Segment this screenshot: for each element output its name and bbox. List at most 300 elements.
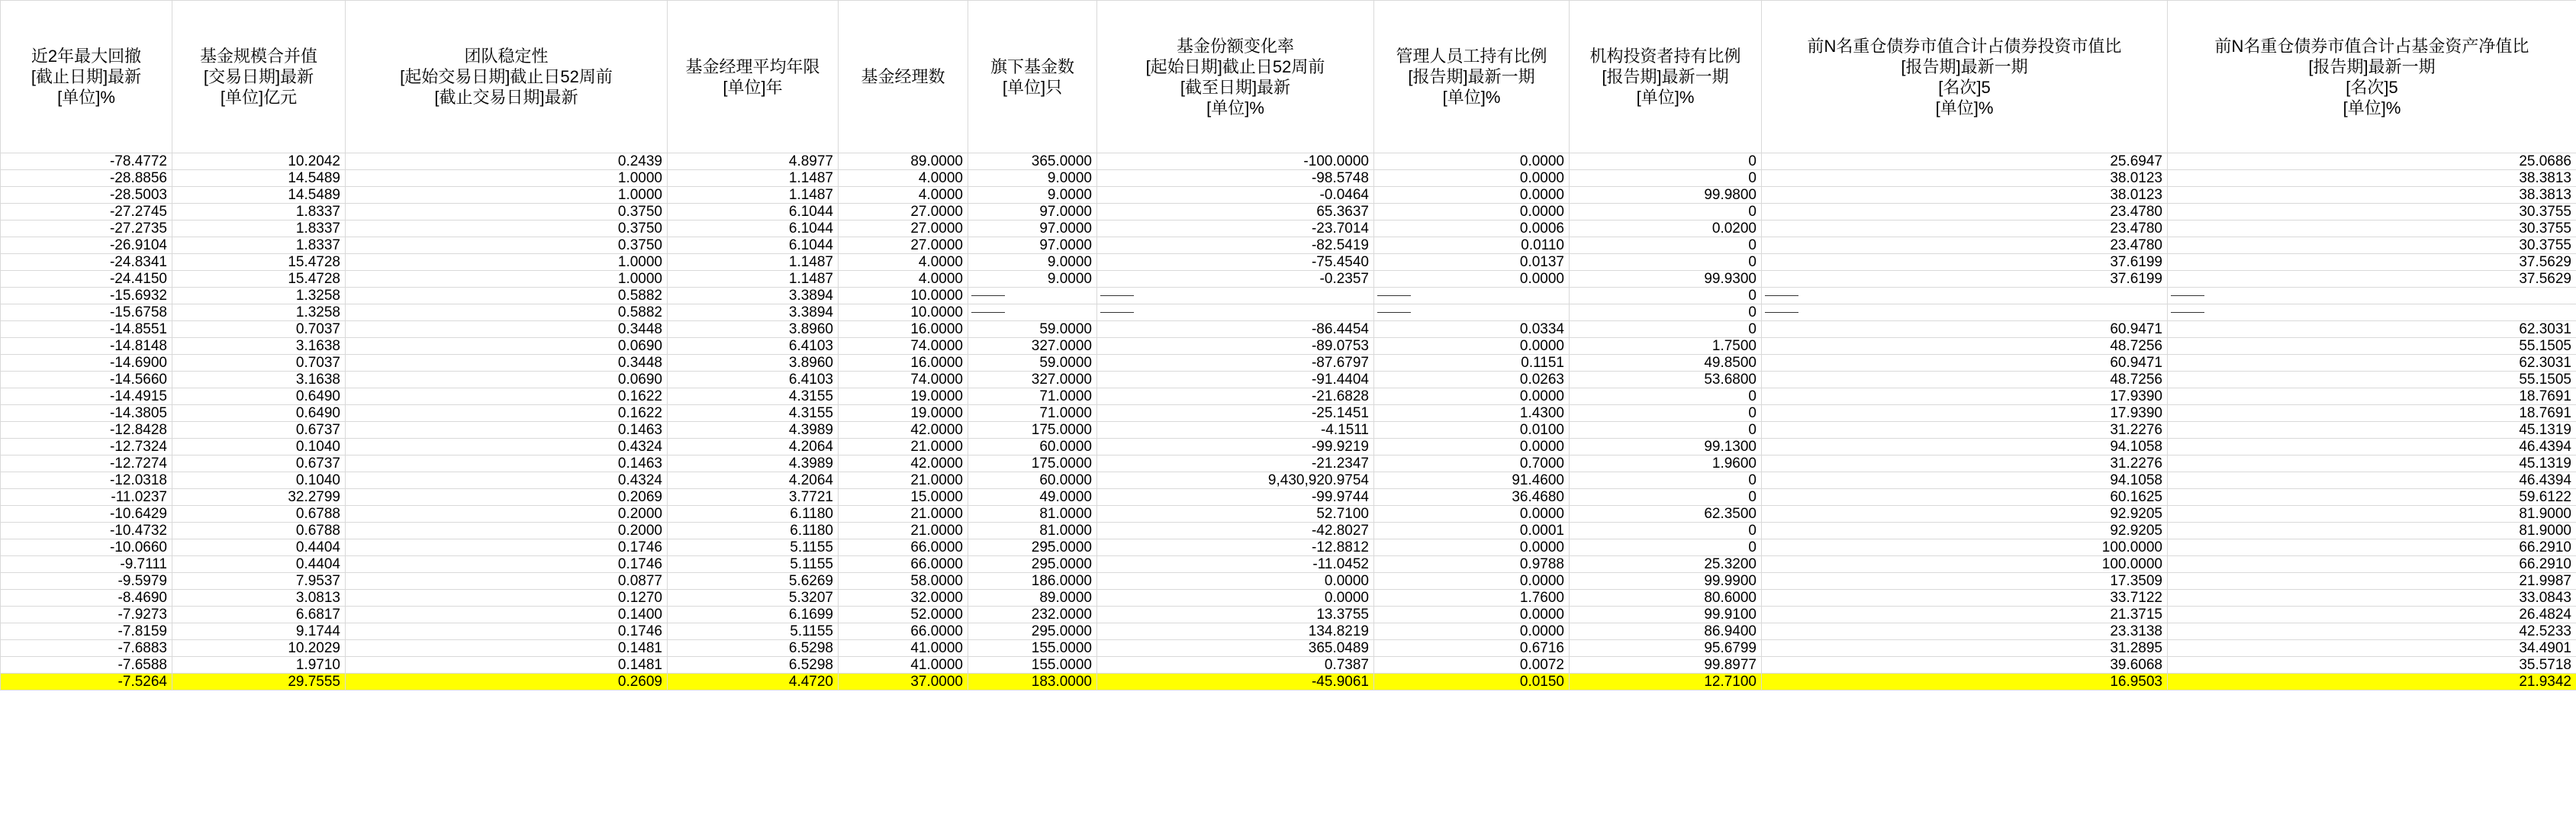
- table-cell[interactable]: 80.6000: [1570, 590, 1762, 607]
- table-cell[interactable]: -4.1511: [1097, 422, 1374, 439]
- table-cell[interactable]: 30.3755: [2168, 204, 2576, 221]
- table-cell[interactable]: 31.2276: [1762, 456, 2168, 472]
- table-cell[interactable]: 365.0000: [968, 153, 1097, 170]
- table-row[interactable]: [1, 221, 2576, 237]
- table-cell[interactable]: 27.0000: [839, 204, 968, 221]
- table-cell[interactable]: 0.1746: [346, 623, 668, 640]
- table-cell[interactable]: 52.7100: [1097, 506, 1374, 523]
- table-cell[interactable]: 97.0000: [968, 204, 1097, 221]
- table-cell[interactable]: 21.0000: [839, 523, 968, 539]
- table-row[interactable]: [1, 539, 2576, 556]
- table-cell[interactable]: 0.0000: [1374, 187, 1570, 204]
- table-cell[interactable]: [1097, 304, 1374, 321]
- table-cell[interactable]: 6.1044: [668, 237, 839, 254]
- table-cell[interactable]: 94.1058: [1762, 439, 2168, 456]
- table-row[interactable]: [1, 489, 2576, 506]
- table-cell[interactable]: 9.0000: [968, 187, 1097, 204]
- table-cell[interactable]: 3.3894: [668, 304, 839, 321]
- table-cell[interactable]: 71.0000: [968, 388, 1097, 405]
- table-cell[interactable]: 0.0072: [1374, 657, 1570, 674]
- table-cell[interactable]: 81.0000: [968, 523, 1097, 539]
- table-cell[interactable]: 1.9600: [1570, 456, 1762, 472]
- table-cell[interactable]: 0.0110: [1374, 237, 1570, 254]
- table-cell[interactable]: 4.0000: [839, 254, 968, 271]
- table-row[interactable]: [1, 422, 2576, 439]
- table-cell[interactable]: -82.5419: [1097, 237, 1374, 254]
- table-cell[interactable]: 0.1040: [172, 472, 346, 489]
- table-row[interactable]: [1, 254, 2576, 271]
- table-cell[interactable]: 3.1638: [172, 372, 346, 388]
- table-cell[interactable]: 60.9471: [1762, 321, 2168, 338]
- table-cell[interactable]: 0.3448: [346, 321, 668, 338]
- table-cell[interactable]: -28.5003: [1, 187, 172, 204]
- table-cell[interactable]: 6.5298: [668, 640, 839, 657]
- table-cell[interactable]: 1.0000: [346, 170, 668, 187]
- table-cell[interactable]: 0.0000: [1374, 539, 1570, 556]
- table-row[interactable]: [1, 506, 2576, 523]
- table-cell[interactable]: 59.0000: [968, 321, 1097, 338]
- table-cell[interactable]: 9.0000: [968, 271, 1097, 288]
- table-cell[interactable]: 33.7122: [1762, 590, 2168, 607]
- table-cell[interactable]: 0.3750: [346, 237, 668, 254]
- table-cell[interactable]: 0.0150: [1374, 674, 1570, 691]
- table-cell[interactable]: 13.3755: [1097, 607, 1374, 623]
- table-cell[interactable]: 6.1044: [668, 204, 839, 221]
- table-cell[interactable]: -78.4772: [1, 153, 172, 170]
- table-cell[interactable]: 14.5489: [172, 187, 346, 204]
- table-cell[interactable]: 4.8977: [668, 153, 839, 170]
- table-cell[interactable]: 0.0000: [1374, 388, 1570, 405]
- table-cell[interactable]: 58.0000: [839, 573, 968, 590]
- table-cell[interactable]: 7.9537: [172, 573, 346, 590]
- table-cell[interactable]: 175.0000: [968, 422, 1097, 439]
- table-cell[interactable]: -11.0452: [1097, 556, 1374, 573]
- table-cell[interactable]: 0.0000: [1374, 153, 1570, 170]
- table-cell[interactable]: 89.0000: [839, 153, 968, 170]
- table-cell[interactable]: -21.6828: [1097, 388, 1374, 405]
- table-cell[interactable]: 0.1481: [346, 640, 668, 657]
- table-cell[interactable]: 37.0000: [839, 674, 968, 691]
- table-cell[interactable]: 52.0000: [839, 607, 968, 623]
- table-cell[interactable]: 37.6199: [1762, 254, 2168, 271]
- table-cell[interactable]: 53.6800: [1570, 372, 1762, 388]
- table-cell[interactable]: 0: [1570, 472, 1762, 489]
- table-cell[interactable]: 0.2069: [346, 489, 668, 506]
- table-row[interactable]: [1, 405, 2576, 422]
- table-cell[interactable]: -0.2357: [1097, 271, 1374, 288]
- table-cell[interactable]: 17.9390: [1762, 388, 2168, 405]
- table-cell[interactable]: 16.0000: [839, 321, 968, 338]
- table-cell[interactable]: 0.0000: [1374, 170, 1570, 187]
- table-cell[interactable]: 99.1300: [1570, 439, 1762, 456]
- table-cell[interactable]: 66.0000: [839, 623, 968, 640]
- table-cell[interactable]: 0.1463: [346, 456, 668, 472]
- table-cell[interactable]: 46.4394: [2168, 472, 2576, 489]
- table-cell[interactable]: 27.0000: [839, 221, 968, 237]
- table-cell[interactable]: -27.2745: [1, 204, 172, 221]
- table-cell[interactable]: 0: [1570, 237, 1762, 254]
- table-cell[interactable]: 232.0000: [968, 607, 1097, 623]
- table-cell[interactable]: 34.4901: [2168, 640, 2576, 657]
- table-cell[interactable]: 32.0000: [839, 590, 968, 607]
- column-header-8[interactable]: [1374, 1, 1570, 153]
- table-cell[interactable]: 0.7037: [172, 321, 346, 338]
- table-cell[interactable]: 0.4324: [346, 472, 668, 489]
- table-cell[interactable]: 0.7000: [1374, 456, 1570, 472]
- table-cell[interactable]: -10.6429: [1, 506, 172, 523]
- table-cell[interactable]: 74.0000: [839, 372, 968, 388]
- column-header-9[interactable]: [1570, 1, 1762, 153]
- table-cell[interactable]: 19.0000: [839, 405, 968, 422]
- table-cell[interactable]: 0.0000: [1374, 439, 1570, 456]
- table-cell[interactable]: 0.2000: [346, 523, 668, 539]
- table-cell[interactable]: 60.0000: [968, 472, 1097, 489]
- table-cell[interactable]: 59.0000: [968, 355, 1097, 372]
- table-cell[interactable]: 65.3637: [1097, 204, 1374, 221]
- table-cell[interactable]: -7.8159: [1, 623, 172, 640]
- table-cell[interactable]: 3.7721: [668, 489, 839, 506]
- table-cell[interactable]: 37.5629: [2168, 271, 2576, 288]
- column-header-5[interactable]: [839, 1, 968, 153]
- table-cell[interactable]: 6.5298: [668, 657, 839, 674]
- table-cell[interactable]: 0.2609: [346, 674, 668, 691]
- table-cell[interactable]: 41.0000: [839, 640, 968, 657]
- table-cell[interactable]: 6.1180: [668, 506, 839, 523]
- table-cell[interactable]: 0.1622: [346, 388, 668, 405]
- table-cell[interactable]: -14.6900: [1, 355, 172, 372]
- table-cell[interactable]: 6.4103: [668, 372, 839, 388]
- table-cell[interactable]: 23.4780: [1762, 204, 2168, 221]
- table-cell[interactable]: 3.0813: [172, 590, 346, 607]
- table-cell[interactable]: 134.8219: [1097, 623, 1374, 640]
- table-row[interactable]: [1, 523, 2576, 539]
- table-cell[interactable]: [1762, 304, 2168, 321]
- table-cell[interactable]: 0.4404: [172, 539, 346, 556]
- table-cell[interactable]: 1.8337: [172, 237, 346, 254]
- table-cell[interactable]: -9.7111: [1, 556, 172, 573]
- table-cell[interactable]: 81.9000: [2168, 506, 2576, 523]
- table-cell[interactable]: 0: [1570, 523, 1762, 539]
- table-cell[interactable]: 4.3155: [668, 388, 839, 405]
- table-cell[interactable]: 60.0000: [968, 439, 1097, 456]
- table-cell[interactable]: 15.0000: [839, 489, 968, 506]
- table-cell[interactable]: -12.7324: [1, 439, 172, 456]
- table-cell[interactable]: 327.0000: [968, 372, 1097, 388]
- table-cell[interactable]: -14.3805: [1, 405, 172, 422]
- table-cell[interactable]: 0.1400: [346, 607, 668, 623]
- table-cell[interactable]: -7.9273: [1, 607, 172, 623]
- table-cell[interactable]: 5.1155: [668, 623, 839, 640]
- table-row-selected[interactable]: [1, 674, 2576, 691]
- table-cell[interactable]: 1.9710: [172, 657, 346, 674]
- table-cell[interactable]: 9.0000: [968, 170, 1097, 187]
- table-cell[interactable]: 30.3755: [2168, 237, 2576, 254]
- table-cell[interactable]: 3.8960: [668, 321, 839, 338]
- table-row[interactable]: [1, 170, 2576, 187]
- table-cell[interactable]: -14.4915: [1, 388, 172, 405]
- table-row[interactable]: [1, 590, 2576, 607]
- table-cell[interactable]: 42.0000: [839, 456, 968, 472]
- table-cell[interactable]: 95.6799: [1570, 640, 1762, 657]
- table-cell[interactable]: -99.9744: [1097, 489, 1374, 506]
- table-cell[interactable]: 0: [1570, 405, 1762, 422]
- table-cell[interactable]: 295.0000: [968, 623, 1097, 640]
- table-cell[interactable]: 5.3207: [668, 590, 839, 607]
- table-cell[interactable]: 27.0000: [839, 237, 968, 254]
- table-cell[interactable]: -86.4454: [1097, 321, 1374, 338]
- table-cell[interactable]: -26.9104: [1, 237, 172, 254]
- table-cell[interactable]: 37.5629: [2168, 254, 2576, 271]
- table-cell[interactable]: 38.0123: [1762, 170, 2168, 187]
- table-cell[interactable]: 21.9342: [2168, 674, 2576, 691]
- table-cell[interactable]: 99.8977: [1570, 657, 1762, 674]
- table-cell[interactable]: -42.8027: [1097, 523, 1374, 539]
- table-cell[interactable]: 86.9400: [1570, 623, 1762, 640]
- table-cell[interactable]: 3.1638: [172, 338, 346, 355]
- table-cell[interactable]: 19.0000: [839, 388, 968, 405]
- table-cell[interactable]: 42.0000: [839, 422, 968, 439]
- table-cell[interactable]: 0.5882: [346, 288, 668, 304]
- table-cell[interactable]: -24.4150: [1, 271, 172, 288]
- table-cell[interactable]: 89.0000: [968, 590, 1097, 607]
- table-cell[interactable]: 32.2799: [172, 489, 346, 506]
- table-cell[interactable]: 0.0100: [1374, 422, 1570, 439]
- table-cell[interactable]: 6.4103: [668, 338, 839, 355]
- table-cell[interactable]: -7.6883: [1, 640, 172, 657]
- table-cell[interactable]: 0.1151: [1374, 355, 1570, 372]
- table-cell[interactable]: 16.9503: [1762, 674, 2168, 691]
- table-row[interactable]: [1, 237, 2576, 254]
- column-header-6[interactable]: [968, 1, 1097, 153]
- table-cell[interactable]: 0: [1570, 304, 1762, 321]
- table-cell[interactable]: 21.3715: [1762, 607, 2168, 623]
- table-cell[interactable]: 0.0000: [1097, 590, 1374, 607]
- table-cell[interactable]: 99.9800: [1570, 187, 1762, 204]
- table-cell[interactable]: 0.6490: [172, 388, 346, 405]
- table-cell[interactable]: 55.1505: [2168, 338, 2576, 355]
- table-cell[interactable]: -0.0464: [1097, 187, 1374, 204]
- table-cell[interactable]: 81.0000: [968, 506, 1097, 523]
- table-cell[interactable]: 5.1155: [668, 539, 839, 556]
- table-cell[interactable]: [1762, 288, 2168, 304]
- table-row[interactable]: [1, 271, 2576, 288]
- table-cell[interactable]: 0.0000: [1374, 607, 1570, 623]
- table-cell[interactable]: 1.4300: [1374, 405, 1570, 422]
- table-row[interactable]: [1, 456, 2576, 472]
- table-row[interactable]: [1, 153, 2576, 170]
- table-cell[interactable]: 9.0000: [968, 254, 1097, 271]
- table-cell[interactable]: -15.6758: [1, 304, 172, 321]
- table-cell[interactable]: 0.6716: [1374, 640, 1570, 657]
- table-cell[interactable]: 1.3258: [172, 288, 346, 304]
- table-cell[interactable]: -14.5660: [1, 372, 172, 388]
- table-cell[interactable]: 0: [1570, 321, 1762, 338]
- table-cell[interactable]: 31.2895: [1762, 640, 2168, 657]
- table-cell[interactable]: -91.4404: [1097, 372, 1374, 388]
- table-row[interactable]: [1, 556, 2576, 573]
- table-cell[interactable]: 23.3138: [1762, 623, 2168, 640]
- table-cell[interactable]: 100.0000: [1762, 539, 2168, 556]
- table-row[interactable]: [1, 607, 2576, 623]
- table-cell[interactable]: -11.0237: [1, 489, 172, 506]
- table-cell[interactable]: 295.0000: [968, 556, 1097, 573]
- table-cell[interactable]: 99.9300: [1570, 271, 1762, 288]
- table-cell[interactable]: -87.6797: [1097, 355, 1374, 372]
- table-cell[interactable]: 295.0000: [968, 539, 1097, 556]
- table-cell[interactable]: 66.0000: [839, 539, 968, 556]
- table-cell[interactable]: 1.0000: [346, 187, 668, 204]
- table-cell[interactable]: 0: [1570, 388, 1762, 405]
- table-cell[interactable]: 0.1481: [346, 657, 668, 674]
- table-cell[interactable]: 99.9900: [1570, 573, 1762, 590]
- table-cell[interactable]: [1097, 288, 1374, 304]
- table-cell[interactable]: -14.8148: [1, 338, 172, 355]
- table-cell[interactable]: 0.0000: [1374, 623, 1570, 640]
- table-cell[interactable]: 0: [1570, 539, 1762, 556]
- table-cell[interactable]: 21.0000: [839, 439, 968, 456]
- table-cell[interactable]: -99.9219: [1097, 439, 1374, 456]
- column-header-7[interactable]: [1097, 1, 1374, 153]
- table-cell[interactable]: 0: [1570, 204, 1762, 221]
- table-cell[interactable]: 0.0200: [1570, 221, 1762, 237]
- table-cell[interactable]: 4.0000: [839, 187, 968, 204]
- table-row[interactable]: [1, 355, 2576, 372]
- table-cell[interactable]: 100.0000: [1762, 556, 2168, 573]
- table-cell[interactable]: 4.2064: [668, 439, 839, 456]
- table-cell[interactable]: 0.0000: [1374, 506, 1570, 523]
- table-cell[interactable]: 94.1058: [1762, 472, 2168, 489]
- table-cell[interactable]: 29.7555: [172, 674, 346, 691]
- table-cell[interactable]: 25.6947: [1762, 153, 2168, 170]
- table-row[interactable]: [1, 657, 2576, 674]
- table-cell[interactable]: [1374, 288, 1570, 304]
- table-cell[interactable]: 0.3750: [346, 221, 668, 237]
- table-cell[interactable]: -8.4690: [1, 590, 172, 607]
- table-row[interactable]: [1, 472, 2576, 489]
- table-cell[interactable]: 4.4720: [668, 674, 839, 691]
- table-cell[interactable]: -89.0753: [1097, 338, 1374, 355]
- table-cell[interactable]: 38.3813: [2168, 170, 2576, 187]
- table-cell[interactable]: 0.1746: [346, 556, 668, 573]
- table-cell[interactable]: [2168, 304, 2576, 321]
- table-row[interactable]: [1, 372, 2576, 388]
- table-cell[interactable]: 62.3031: [2168, 355, 2576, 372]
- table-cell[interactable]: 25.0686: [2168, 153, 2576, 170]
- table-cell[interactable]: 18.7691: [2168, 388, 2576, 405]
- table-cell[interactable]: 60.1625: [1762, 489, 2168, 506]
- table-cell[interactable]: 1.3258: [172, 304, 346, 321]
- table-cell[interactable]: 4.0000: [839, 271, 968, 288]
- table-cell[interactable]: -12.0318: [1, 472, 172, 489]
- table-cell[interactable]: -28.8856: [1, 170, 172, 187]
- table-cell[interactable]: -100.0000: [1097, 153, 1374, 170]
- table-cell[interactable]: 31.2276: [1762, 422, 2168, 439]
- table-cell[interactable]: 1.0000: [346, 254, 668, 271]
- table-cell[interactable]: 0.1622: [346, 405, 668, 422]
- table-cell[interactable]: -10.4732: [1, 523, 172, 539]
- table-cell[interactable]: 38.0123: [1762, 187, 2168, 204]
- table-cell[interactable]: 186.0000: [968, 573, 1097, 590]
- table-cell[interactable]: 0.1270: [346, 590, 668, 607]
- table-cell[interactable]: 0.0690: [346, 372, 668, 388]
- table-cell[interactable]: 4.3989: [668, 456, 839, 472]
- table-cell[interactable]: -23.7014: [1097, 221, 1374, 237]
- table-cell[interactable]: -12.8428: [1, 422, 172, 439]
- table-cell[interactable]: 0: [1570, 288, 1762, 304]
- table-cell[interactable]: -14.8551: [1, 321, 172, 338]
- column-header-11[interactable]: [2168, 1, 2576, 153]
- table-cell[interactable]: 9.1744: [172, 623, 346, 640]
- table-cell[interactable]: -7.6588: [1, 657, 172, 674]
- table-cell[interactable]: 60.9471: [1762, 355, 2168, 372]
- table-cell[interactable]: 0.0006: [1374, 221, 1570, 237]
- table-cell[interactable]: 0.0000: [1374, 204, 1570, 221]
- table-cell[interactable]: 18.7691: [2168, 405, 2576, 422]
- table-cell[interactable]: 97.0000: [968, 237, 1097, 254]
- table-cell[interactable]: 17.3509: [1762, 573, 2168, 590]
- table-cell[interactable]: -7.5264: [1, 674, 172, 691]
- table-cell[interactable]: 36.4680: [1374, 489, 1570, 506]
- table-cell[interactable]: 55.1505: [2168, 372, 2576, 388]
- table-cell[interactable]: 5.6269: [668, 573, 839, 590]
- table-cell[interactable]: 81.9000: [2168, 523, 2576, 539]
- table-cell[interactable]: 14.5489: [172, 170, 346, 187]
- table-cell[interactable]: 21.0000: [839, 472, 968, 489]
- table-row[interactable]: [1, 388, 2576, 405]
- table-cell[interactable]: 155.0000: [968, 657, 1097, 674]
- table-cell[interactable]: 26.4824: [2168, 607, 2576, 623]
- table-cell[interactable]: 6.6817: [172, 607, 346, 623]
- table-row[interactable]: [1, 439, 2576, 456]
- table-cell[interactable]: [1374, 304, 1570, 321]
- table-cell[interactable]: 33.0843: [2168, 590, 2576, 607]
- table-cell[interactable]: 155.0000: [968, 640, 1097, 657]
- table-cell[interactable]: 1.0000: [346, 271, 668, 288]
- table-cell[interactable]: 0.7037: [172, 355, 346, 372]
- table-cell[interactable]: 3.8960: [668, 355, 839, 372]
- table-cell[interactable]: 0.7387: [1097, 657, 1374, 674]
- table-cell[interactable]: 49.8500: [1570, 355, 1762, 372]
- table-cell[interactable]: -27.2735: [1, 221, 172, 237]
- table-cell[interactable]: 35.5718: [2168, 657, 2576, 674]
- table-cell[interactable]: 21.0000: [839, 506, 968, 523]
- table-cell[interactable]: 92.9205: [1762, 506, 2168, 523]
- table-cell[interactable]: 175.0000: [968, 456, 1097, 472]
- table-cell[interactable]: 45.1319: [2168, 456, 2576, 472]
- table-cell[interactable]: 0.0137: [1374, 254, 1570, 271]
- table-cell[interactable]: 0.3750: [346, 204, 668, 221]
- table-cell[interactable]: 0.9788: [1374, 556, 1570, 573]
- table-cell[interactable]: 46.4394: [2168, 439, 2576, 456]
- table-cell[interactable]: 0: [1570, 489, 1762, 506]
- table-cell[interactable]: 0.4404: [172, 556, 346, 573]
- table-cell[interactable]: 37.6199: [1762, 271, 2168, 288]
- table-cell[interactable]: 10.0000: [839, 288, 968, 304]
- table-cell[interactable]: 0: [1570, 170, 1762, 187]
- table-cell[interactable]: 1.7500: [1570, 338, 1762, 355]
- table-cell[interactable]: 91.4600: [1374, 472, 1570, 489]
- table-cell[interactable]: 0.0000: [1374, 338, 1570, 355]
- table-row[interactable]: [1, 573, 2576, 590]
- table-cell[interactable]: 97.0000: [968, 221, 1097, 237]
- table-cell[interactable]: 4.2064: [668, 472, 839, 489]
- table-cell[interactable]: 183.0000: [968, 674, 1097, 691]
- table-row[interactable]: [1, 623, 2576, 640]
- table-cell[interactable]: -75.4540: [1097, 254, 1374, 271]
- table-cell[interactable]: 74.0000: [839, 338, 968, 355]
- column-header-3[interactable]: [346, 1, 668, 153]
- table-cell[interactable]: 0.0263: [1374, 372, 1570, 388]
